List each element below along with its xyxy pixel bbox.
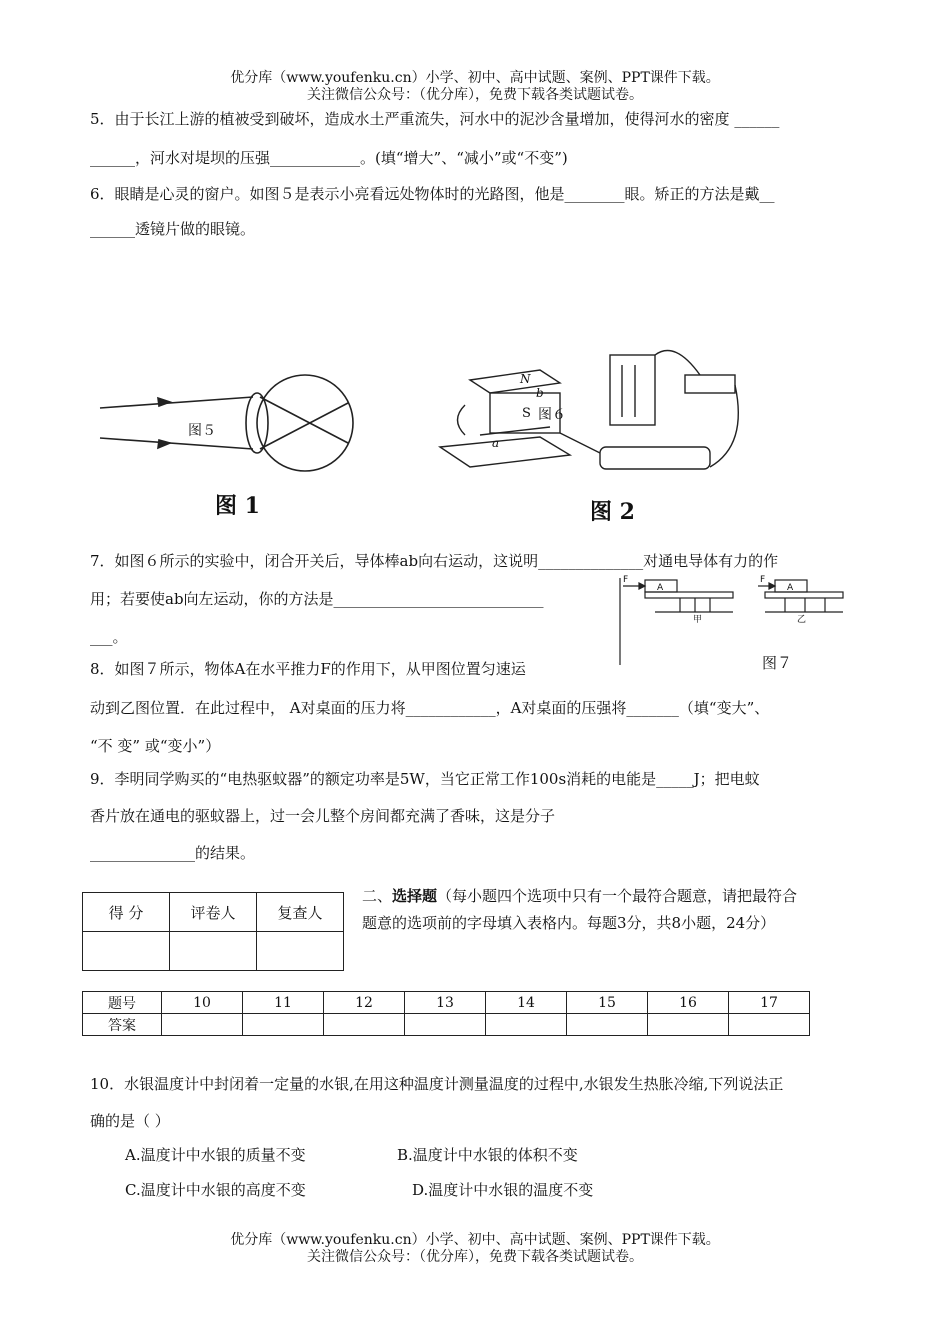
fig7-force-label-yi: F [760,575,766,585]
refracted-ray-upper [260,397,348,443]
base-board [440,437,570,467]
answer-input-cell[interactable] [162,1014,243,1036]
eye-diagram [100,375,353,471]
switch [685,375,735,393]
fig7-yi-label: 乙 [797,615,807,625]
wire-loop [458,405,466,435]
section-2-number: 二、 [362,887,393,905]
option-c: C.温度计中水银的高度不变 [125,1181,306,1199]
eyeball-outline [257,375,353,471]
answer-number-cell: 16 [648,992,729,1014]
answer-row-label-answer: 答案 [83,1014,162,1036]
wire-rheostat-rail [560,433,600,453]
option-a: A.温度计中水银的质量不变 [125,1146,306,1164]
answer-number-cell: 12 [324,992,405,1014]
footer-line-1: 优分库（www.youfenku.cn）小学、初中、高中试题、案例、PPT课件下载。 [230,1232,720,1248]
answer-input-cell[interactable] [729,1014,810,1036]
score-cell-grader[interactable] [170,932,257,971]
ray-arrow-upper [158,398,170,406]
question-5-line-1: 5．由于长江上游的植被受到破坏，造成水土严重流失，河水中的泥沙含量增加，使得河水的密度 ______ [90,110,780,128]
question-5-line-2: ______，河水对堤坝的压强____________。(填“增大”、“减小”或“不变”) [90,149,568,167]
answer-number-cell: 11 [243,992,324,1014]
question-10-line-2: 确的是（ ） [90,1112,170,1130]
fig7-force-label-jia: F [623,575,629,585]
section-2-title: 选择题 [392,887,438,905]
question-8-line-3: “不 变” 或“变小”） [90,737,221,755]
question-8-line-2: 动到乙图位置．在此过程中， A对桌面的压力将____________，A对桌面的压强将_______（填“变大”、 [90,699,770,717]
light-ray-lower [100,438,253,449]
force-arrowhead-yi [769,583,775,589]
fig7-jia-label: 甲 [693,615,703,625]
question-6-line-1: 6．眼睛是心灵的窗户。如图５是表示小亮看远处物体时的光路图，他是________眼。矫正的方法是戴__ [90,185,775,203]
answer-input-cell[interactable] [405,1014,486,1036]
table-top-yi [765,592,843,598]
score-cell-reviewer[interactable] [257,932,344,971]
answer-input-cell[interactable] [486,1014,567,1036]
header-line-1: 优分库（www.youfenku.cn）小学、初中、高中试题、案例、PPT课件下载。 [230,70,720,86]
fig5-label: 图５ [188,423,216,439]
answer-number-cell: 13 [405,992,486,1014]
option-d: D.温度计中水银的温度不变 [412,1181,594,1199]
refracted-ray-lower [260,403,348,449]
answer-table [82,991,810,1036]
option-b: B.温度计中水银的体积不变 [397,1146,578,1164]
score-cell-score[interactable] [83,932,170,971]
question-9-line-2: 香片放在通电的驱蚊器上，过一会儿整个房间都充满了香味，这是分子 [90,807,556,825]
wire-battery-switch [655,351,700,376]
question-10-line-1: 10．水银温度计中封闭着一定量的水银,在用这种温度计测量温度的过程中,水银发生热胀冷缩,下列说法正 [90,1075,784,1093]
question-8-line-1: 8．如图７所示，物体A在水平推力F的作用下，从甲图位置匀速运 [90,660,526,678]
answer-input-cell[interactable] [648,1014,729,1036]
motor-apparatus [440,351,738,470]
answer-row-label-number: 题号 [83,992,162,1014]
score-header-grader: 评卷人 [170,893,257,932]
question-9-line-1: 9．李明同学购买的“电热驱蚊器”的额定功率是5W，当它正常工作100s消耗的电能是_____J；把电蚊 [90,770,760,788]
answer-table-answer-row [83,1014,810,1036]
answer-number-cell: 14 [486,992,567,1014]
answer-number-cell: 17 [729,992,810,1014]
wire-switch-rheostat [710,385,738,467]
fig1-caption: 图 1 [215,493,260,519]
battery-pack [610,355,655,425]
answer-number-cell: 10 [162,992,243,1014]
answer-input-cell[interactable] [567,1014,648,1036]
rod-end-a-label: a [492,436,500,450]
score-header-score: 得 分 [83,893,170,932]
fig7-block-label-jia: A [657,583,664,593]
magnet-top [470,370,560,393]
answer-input-cell[interactable] [324,1014,405,1036]
question-7-line-2: 用；若要使ab向左运动，你的方法是____________________________ [90,590,544,608]
light-ray-upper [100,397,253,408]
ray-arrow-lower [158,440,170,448]
magnet-north-label: N [520,372,531,386]
motor-experiment-figure [430,335,755,525]
rod-end-b-label: b [536,386,544,400]
answer-number-cell: 15 [567,992,648,1014]
score-table [82,892,344,971]
question-9-line-3: ______________的结果。 [90,844,256,862]
answer-table-number-row [83,992,810,1014]
fig6-label: 图６ [538,407,566,423]
question-7-line-3: ___。 [90,628,128,646]
footer-line-2: 关注微信公众号：（优分库），免费下载各类试题试卷。 [307,1249,643,1265]
eye-diagram-figure [95,335,395,520]
section-2-desc-1: （每小题四个选项中只有一个最符合题意，请把最符合 [437,887,798,905]
question-7-line-1: 7．如图６所示的实验中，闭合开关后，导体棒ab向右运动，这说明______________对通电导体有力的作 [90,552,779,570]
section-2-heading [362,885,797,906]
magnet-south-label: S [522,406,531,421]
question-6-line-2: ______透镜片做的眼镜。 [90,220,256,238]
section-2-desc-2: 题意的选项前的字母填入表格内。每题3分，共8小题，24分） [362,914,776,932]
fig2-caption: 图 2 [590,499,635,525]
score-header-reviewer: 复查人 [257,893,344,932]
fig7-figure [615,570,855,675]
header-line-2: 关注微信公众号：（优分库），免费下载各类试题试卷。 [307,87,643,103]
fig7-block-label-yi: A [787,583,794,593]
force-arrowhead-jia [639,583,645,589]
fig7-caption: 图７ [762,654,793,672]
rheostat [600,447,710,469]
answer-input-cell[interactable] [243,1014,324,1036]
